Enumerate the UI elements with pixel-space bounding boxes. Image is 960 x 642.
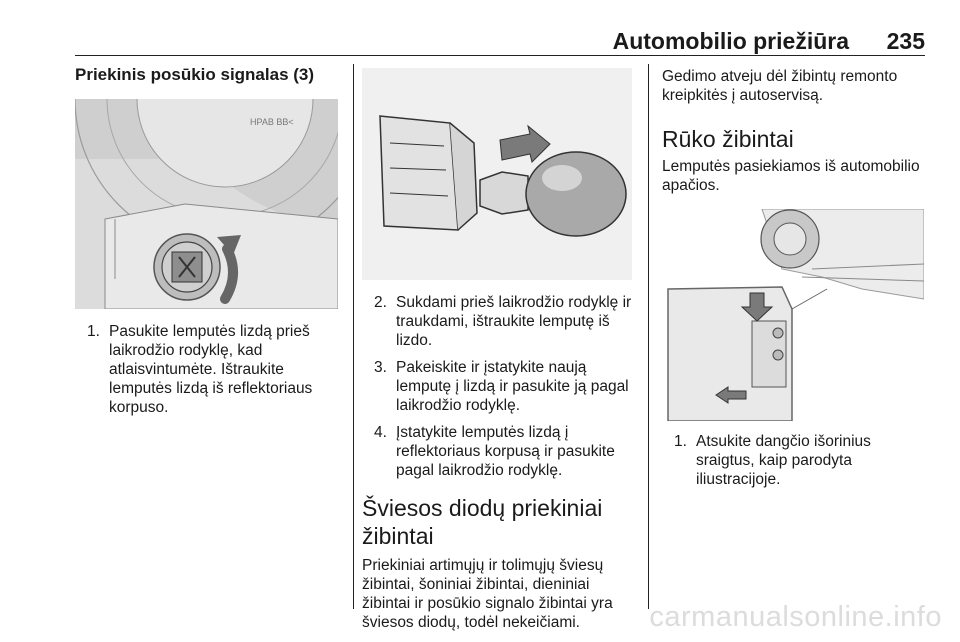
section-heading-fog-lights: Rūko žibintai [662, 126, 794, 152]
steps-list-col2 [362, 293, 637, 480]
page-header [75, 22, 925, 56]
section-title-turn-signal: Priekinis posūkio signalas (3) [75, 65, 315, 84]
fog-lights-text: Lemputės pasiekiamos iš automobilio apačios. [662, 158, 920, 194]
list-item: 4. Įstatykite lemputės lizdą į reflektoriaus korpusą ir pasukite pagal laikrodžio rodyklę. [374, 424, 615, 479]
list-item: 3. Pakeiskite ir įstatykite naują lemputę į lizdą ir pasukite ją pagal laikrodžio rodyklę. [374, 359, 629, 414]
led-headlights-text: Priekiniai artimųjų ir tolimųjų šviesų žibintai, šoniniai žibintai, dieniniai žibintai ir posūkio signalo žibintai yra šviesos diodų, todėl nekeičiami. [362, 557, 613, 631]
column-divider-1 [353, 64, 354, 609]
column-3 [662, 64, 930, 497]
list-item: 1. Atsukite dangčio išorinius sraigtus, kaip parodyta iliustracijoje. [674, 433, 871, 488]
header-rule [75, 55, 925, 56]
page-number: 235 [886, 28, 925, 54]
column-divider-2 [648, 64, 649, 609]
steps-list-col1 [75, 322, 345, 417]
section-heading-led-headlights: Šviesos diodų priekiniai žibintai [362, 495, 603, 549]
repair-intro-text: Gedimo atveju dėl žibintų remonto kreipkitės į autoservisą. [662, 68, 898, 104]
list-item: 1. Pasukite lemputės lizdą prieš laikrodžio rodyklę, kad atlaisvintumėte. Ištraukite lemputės lizdą iš reflektoriaus korpuso. [87, 323, 313, 416]
header-title: Automobilio priežiūra [612, 28, 849, 54]
turn-signal-socket-figure [75, 99, 338, 309]
watermark: carmanualsonline.info [649, 601, 942, 633]
steps-list-col3 [662, 432, 930, 489]
lamp-housing-label: HPAB BB< [250, 117, 294, 127]
column-1 [75, 64, 345, 425]
fog-light-figure [662, 209, 924, 421]
bulb-removal-figure [362, 68, 632, 280]
column-2 [362, 64, 637, 632]
list-item: 2. Sukdami prieš laikrodžio rodyklę ir traukdami, ištraukite lemputę iš lizdo. [374, 294, 632, 349]
